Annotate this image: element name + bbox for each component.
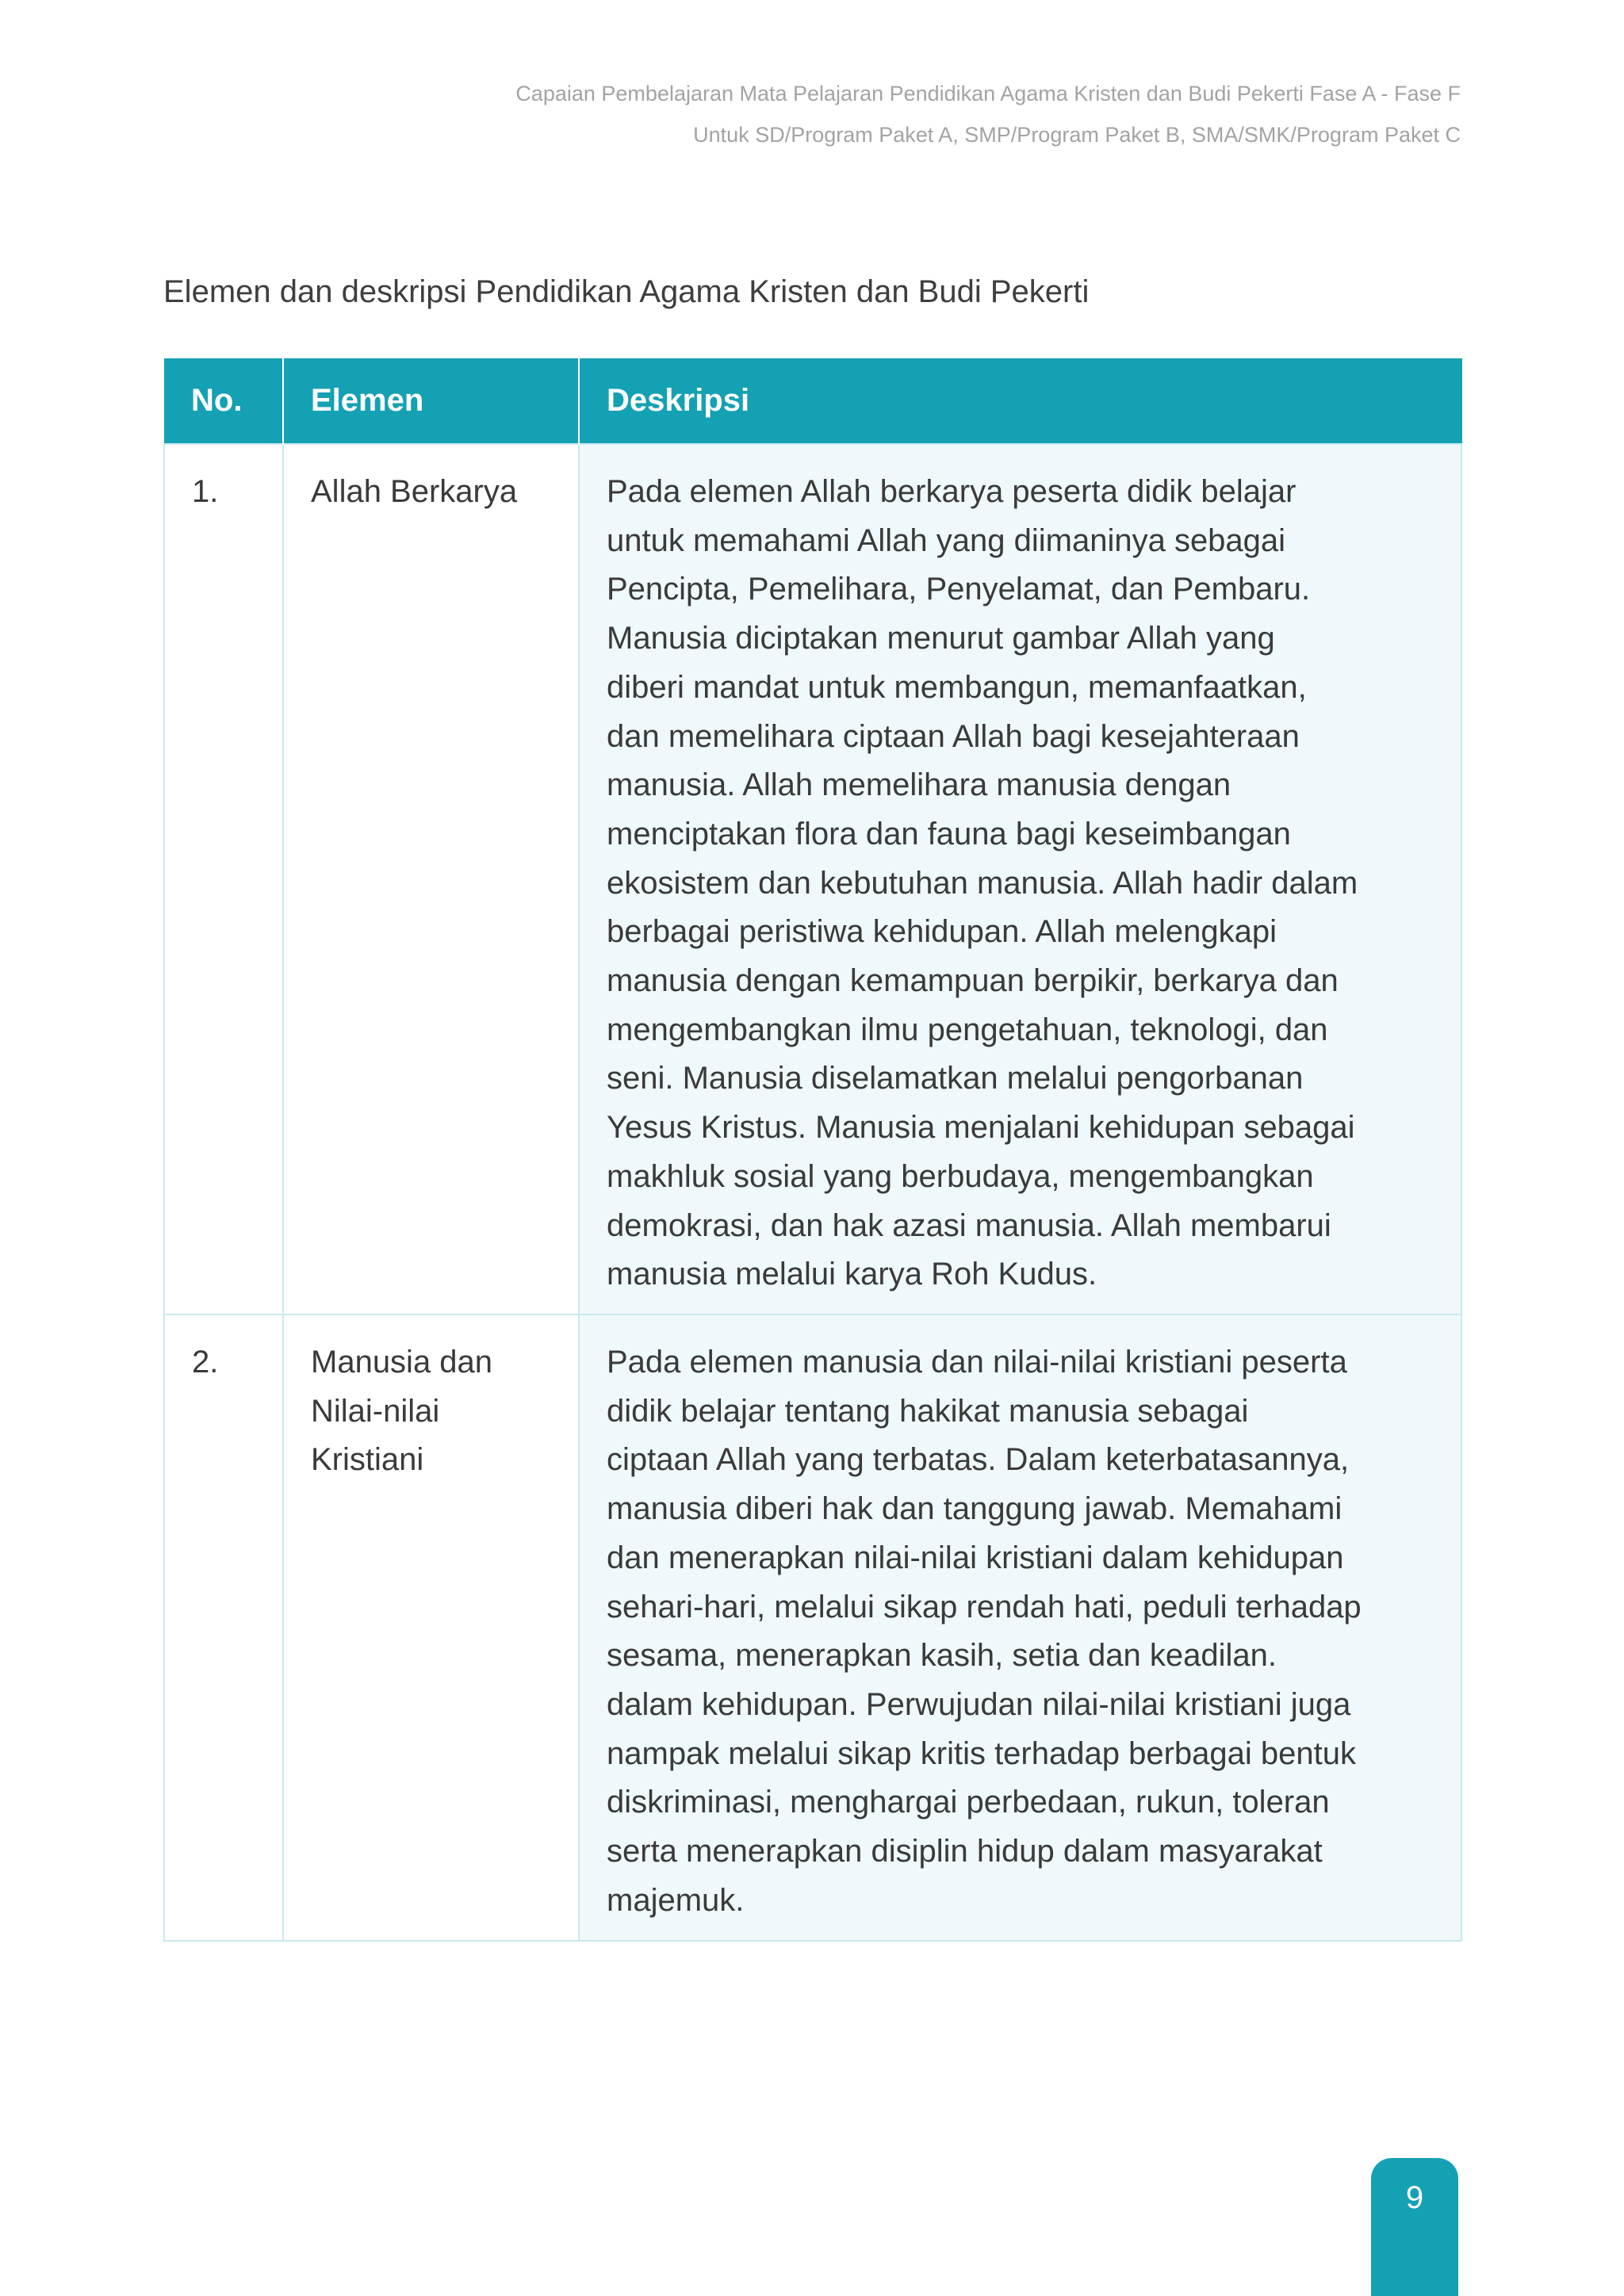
description-line: seni. Manusia diselamatkan melalui pengorbanan	[607, 1061, 1304, 1096]
description-cell	[579, 444, 1461, 1314]
description-line: sesama, menerapkan kasih, setia dan keadilan.	[607, 1638, 1277, 1674]
description-line: Pada elemen manusia dan nilai-nilai kristiani peserta	[607, 1345, 1347, 1380]
column-header-description: Deskripsi	[579, 358, 1461, 444]
row-number-cell: 2.	[164, 1314, 283, 1941]
section-title: Elemen dan deskripsi Pendidikan Agama Kristen dan Budi Pekerti	[163, 274, 1090, 309]
description-line: manusia melalui karya Roh Kudus.	[607, 1257, 1097, 1292]
description-line: mengembangkan ilmu pengetahuan, teknologi, dan	[607, 1012, 1328, 1047]
table-row	[164, 444, 1461, 1314]
running-header-line-1: Capaian Pembelajaran Mata Pelajaran Pendidikan Agama Kristen dan Budi Pekerti Fase A - Fase F	[515, 82, 1461, 105]
description-line: didik belajar tentang hakikat manusia sebagai	[607, 1393, 1249, 1429]
description-line: nampak melalui sikap kritis terhadap berbagai bentuk	[607, 1735, 1356, 1771]
table-row	[164, 1314, 1461, 1941]
description-line: ciptaan Allah yang terbatas. Dalam keterbatasannya,	[607, 1442, 1350, 1478]
description-line: diskriminasi, menghargai perbedaan, rukun, toleran	[607, 1785, 1330, 1820]
column-header-no: No.	[164, 358, 283, 444]
description-line: menciptakan flora dan fauna bagi keseimbangan	[607, 816, 1291, 851]
description-line: diberi mandat untuk membangun, memanfaatkan,	[607, 669, 1307, 705]
description-line: dan menerapkan nilai-nilai kristiani dalam kehidupan	[607, 1540, 1344, 1575]
element-line: Allah Berkarya	[311, 474, 518, 509]
description-line: berbagai peristiwa kehidupan. Allah melengkapi	[607, 914, 1277, 950]
elements-table	[163, 358, 1462, 1942]
element-line: Manusia dan	[311, 1345, 493, 1380]
description-line: manusia. Allah memelihara manusia dengan	[607, 767, 1231, 803]
description-line: manusia dengan kemampuan berpikir, berkarya dan	[607, 963, 1339, 999]
running-header-line-2: Untuk SD/Program Paket A, SMP/Program Paket B, SMA/SMK/Program Paket C	[693, 123, 1461, 147]
description-line: ekosistem dan kebutuhan manusia. Allah hadir dalam	[607, 865, 1358, 901]
column-header-element: Elemen	[283, 358, 579, 444]
description-line: dan memelihara ciptaan Allah bagi kesejahteraan	[607, 718, 1300, 754]
running-header	[515, 73, 1461, 155]
description-line: majemuk.	[607, 1882, 745, 1918]
description-line: makhluk sosial yang berbudaya, mengembangkan	[607, 1158, 1314, 1194]
description-line: serta menerapkan disiplin hidup dalam masyarakat	[607, 1834, 1323, 1869]
table-header	[164, 358, 1461, 444]
element-line: Nilai-nilai	[311, 1393, 440, 1429]
description-line: Yesus Kristus. Manusia menjalani kehidupan sebagai	[607, 1110, 1355, 1146]
description-cell	[579, 1314, 1461, 1941]
description-line: dalam kehidupan. Perwujudan nilai-nilai kristiani juga	[607, 1686, 1351, 1722]
page-number: 9	[1405, 2180, 1424, 2215]
page-number-tab	[1371, 2158, 1458, 2296]
description-line: Manusia diciptakan menurut gambar Allah yang	[607, 621, 1275, 656]
description-line: untuk memahami Allah yang diimaninya sebagai	[607, 522, 1286, 558]
description-line: manusia diberi hak dan tanggung jawab. Memahami	[607, 1491, 1342, 1527]
table-body	[164, 444, 1461, 1941]
row-number-cell: 1.	[164, 444, 283, 1314]
description-line: demokrasi, dan hak azasi manusia. Allah membarui	[607, 1207, 1331, 1243]
element-line: Kristiani	[311, 1442, 424, 1478]
element-cell	[283, 1314, 579, 1941]
description-line: sehari-hari, melalui sikap rendah hati, peduli terhadap	[607, 1589, 1362, 1624]
element-cell	[283, 444, 579, 1314]
description-line: Pencipta, Pemelihara, Penyelamat, dan Pembaru.	[607, 572, 1311, 607]
table-header-row	[164, 358, 1461, 444]
description-line: Pada elemen Allah berkarya peserta didik belajar	[607, 474, 1297, 509]
